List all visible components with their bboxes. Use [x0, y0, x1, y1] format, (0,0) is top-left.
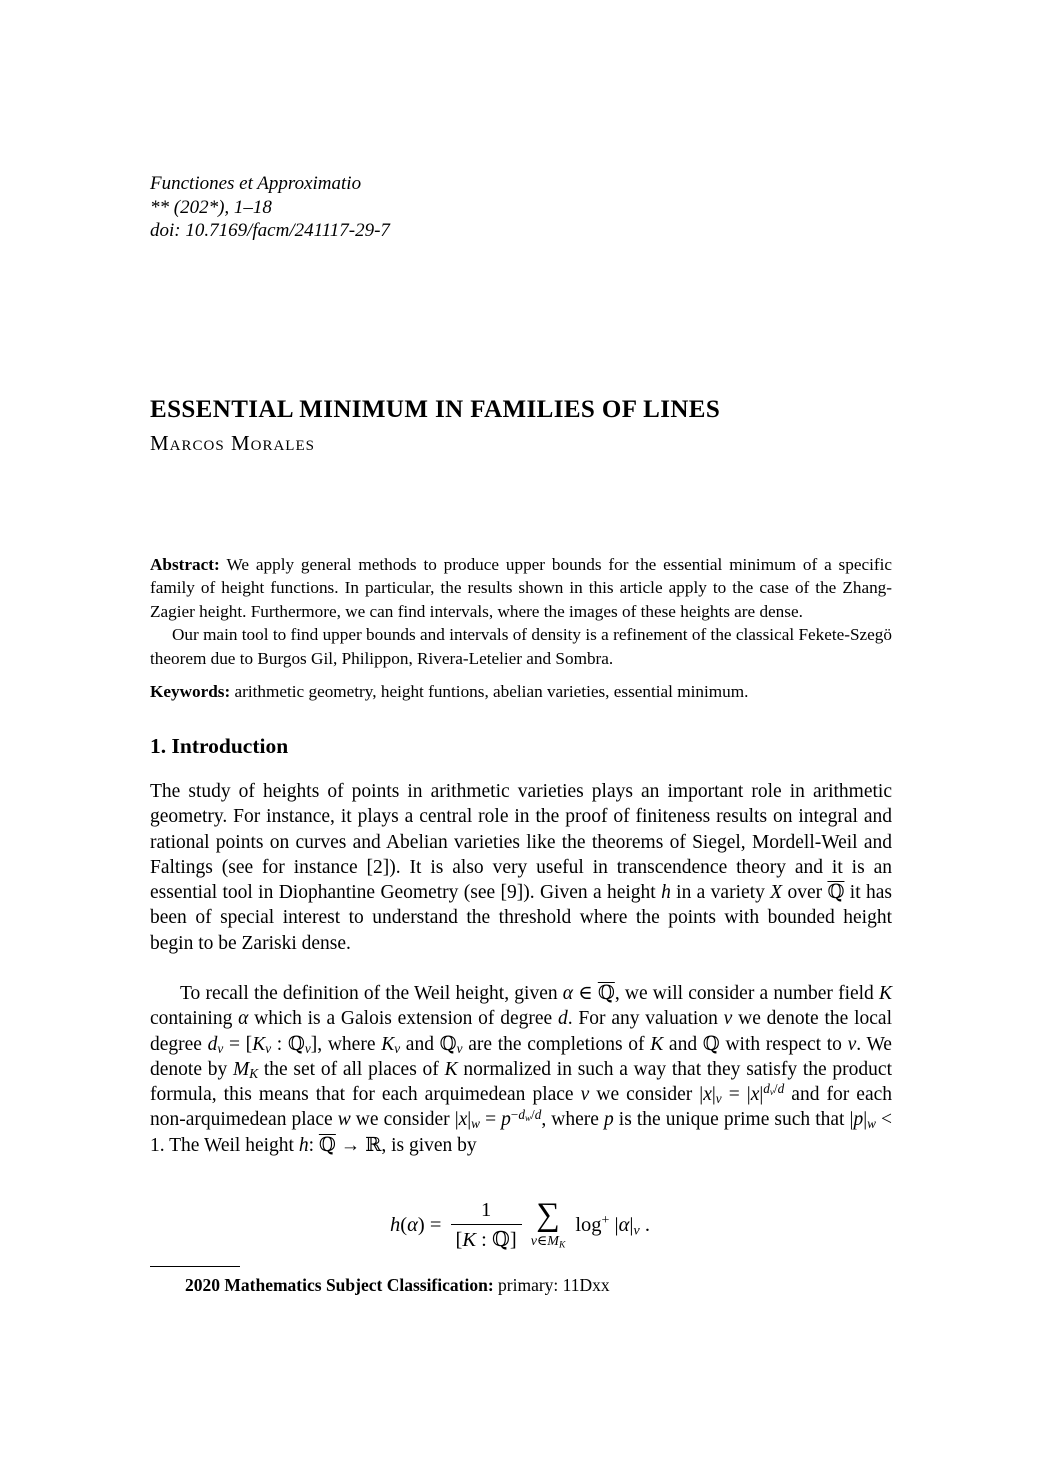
journal-doi: doi: 10.7169/facm/241117-29-7: [150, 220, 390, 241]
fraction-denominator: [K : ℚ]: [451, 1224, 522, 1252]
summation-subscript: ν∈MK: [530, 1233, 566, 1250]
summation-operator: [530, 1197, 566, 1250]
abstract-section: [150, 553, 892, 703]
abstract-paragraph-1: Abstract: We apply general methods to produce upper bounds for the essential minimum of a specific family of height functions. In particular, the results shown in this article apply to the case of the Zhang-Zagier height. Furthermore, we can find intervals, where the images of these heights are dense.: [150, 555, 892, 621]
abstract-paragraph-2: Our main tool to find upper bounds and intervals of density is a refinement of the classical Fekete-Szegö theorem due to Burgos Gil, Philippon, Rivera-Letelier and Sombra.: [150, 625, 892, 668]
formula-lhs: h(α) =: [390, 1213, 447, 1236]
formula-fraction: [451, 1199, 522, 1252]
sigma-symbol: ∑: [536, 1197, 560, 1234]
footnote-rule: [150, 1266, 240, 1267]
keywords-line: Keywords: arithmetic geometry, height funtions, abelian varieties, essential minimum.: [150, 682, 749, 702]
fraction-numerator: 1: [480, 1198, 492, 1221]
msc-footnote: 2020 Mathematics Subject Classification: primary: 11Dxx: [185, 1275, 610, 1295]
weil-height-formula: [150, 1192, 890, 1258]
article-author: Marcos Morales: [150, 431, 315, 455]
journal-name: Functiones et Approximatio: [150, 173, 362, 194]
article-title: ESSENTIAL MINIMUM IN FAMILIES OF LINES: [150, 396, 721, 423]
journal-header: [150, 172, 890, 243]
formula-rhs: log+ |α|ν .: [575, 1212, 650, 1238]
intro-paragraph-2: To recall the definition of the Weil height, given α ∈ ℚ, we will consider a number field K containing α which is a Galois extension of degree d. For any valuation v we denote the local degree dv = [Kv : ℚv], where Kv and ℚv are the completions of K and ℚ with respect to v. We denote by MK the set of all places of K normalized in such a way that they satisfy the product formula, this means that for each arquimedean place v we consider $|x|v = |x|^{dv/d}$ and for each non-arquimedean place w we consider $|x|w = p^{-dw/d}$, where p is the unique prime such that |p|w < 1. The Weil height h: ℚ → ℝ, is given by: [150, 983, 893, 1156]
journal-issue-pages: ** (202*), 1–18: [150, 196, 272, 218]
section-heading-introduction: 1. Introduction: [150, 734, 289, 758]
intro-paragraph-1: The study of heights of points in arithmetic varieties plays an important role in arithmetic geometry. For instance, it plays a central role in the proof of finiteness results on integral and rational points on curves and Abelian varieties like the theorems of Siegel, Mordell-Weil and Faltings (see for instance [2]). It is also very useful in transcendence theory and it is an essential tool in Diophantine Geometry (see [9]). Given a height h in a variety X over ℚ it has been of special interest to understand the threshold where the points with bounded height begin to be Zariski dense.: [150, 781, 892, 954]
